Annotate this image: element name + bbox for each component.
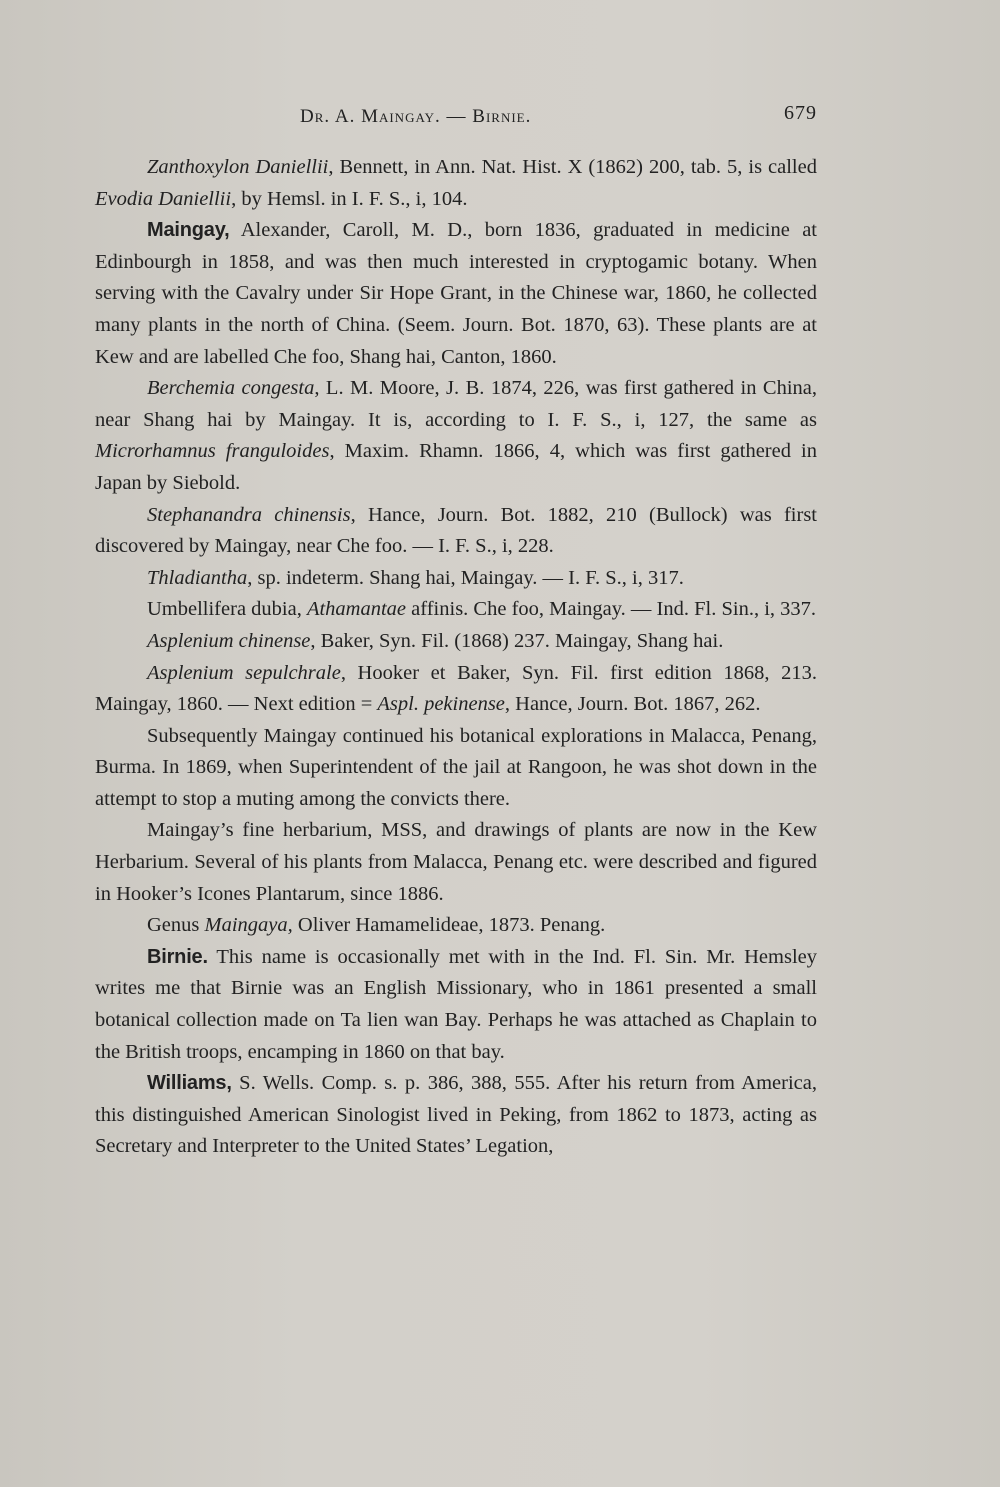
taxon-name: Evodia Daniellii — [95, 187, 232, 210]
paragraph-berchemia — [95, 373, 817, 499]
paragraph-text: , Bennett, in Ann. Nat. Hist. X (1862) 200, tab. 5, is called — [328, 156, 817, 178]
paragraph-text: Umbellifera dubia, — [147, 598, 307, 621]
paragraph-text: , Maxim. Rhamn. 1866, 4, which was first gathered in Japan by Siebold. — [95, 440, 817, 494]
paragraph-stephanandra — [95, 500, 817, 563]
taxon-name: Athamantae — [306, 598, 407, 621]
paragraph-text: S. Wells. Comp. s. p. 386, 388, 555. After his return from America, this distinguished American Sinologist lived in Peking, from 1862 to 1873, acting as Secretary and Interpreter to the United States’ Legation, — [95, 1072, 817, 1158]
paragraph-text: , L. M. Moore, J. B. 1874, 226, was first gathered in China, near Shang hai by Maingay. It is, according to I. F. S., i, 127, the same as — [95, 377, 817, 431]
paragraph-subsequently — [95, 721, 817, 816]
taxon-name: Thladiantha — [147, 566, 248, 589]
entry-heading: Williams, — [147, 1072, 232, 1095]
entry-heading: Maingay, — [147, 219, 230, 242]
running-head-title: Dr. A. Maingay. — Birnie. — [300, 106, 532, 127]
taxon-name: Zanthoxylon Daniellii — [147, 156, 329, 178]
taxon-name: Aspl. pekinense — [377, 693, 505, 716]
paragraph-text: , by Hemsl. in I. F. S., i, 104. — [231, 187, 468, 210]
paragraph-text: Genus — [147, 914, 205, 937]
entry-williams — [95, 1068, 817, 1163]
paragraph-herbarium — [95, 815, 817, 910]
paragraph-text: Oliver Hamamelideae, 1873. Penang. — [292, 914, 606, 937]
paragraph-genus — [95, 910, 817, 942]
paragraph-text: This name is occasionally met with in the Ind. Fl. Sin. Mr. Hemsley writes me that Birnie was an English Missionary, who in 1861 presented a small botanical collection made on Ta lien wan Bay. Perhaps he was attached as Chaplain to the British troops, encamping in 1860 on that bay. — [95, 945, 817, 1063]
entry-birnie — [95, 942, 817, 1068]
paragraph-text: Subsequently Maingay continued his botanical explorations in Malacca, Penang, Burma. In 1869, when Superintendent of the jail at Rangoon, he was shot down in the attempt to stop a muting among the convicts there. — [95, 724, 817, 810]
paragraph-text: , Hooker et Baker, Syn. Fil. first edition 1868, 213. Maingay, 1860. — Next edition = — [95, 661, 817, 716]
taxon-name: Stephanandra chinensis — [147, 503, 351, 526]
paragraph-asplenium-chinense — [95, 626, 817, 658]
entry-maingay — [95, 215, 817, 373]
paragraph-text: , Baker, Syn. Fil. (1868) 237. Maingay, Shang hai. — [310, 629, 724, 652]
paragraph-text: Maingay’s fine herbarium, MSS, and drawings of plants are now in the Kew Herbarium. Several of his plants from Malacca, Penang etc. were described and figured in Hooker’s Icones Plantarum, since 1886. — [95, 819, 817, 905]
paragraph-asplenium-sepulchrale — [95, 658, 817, 721]
running-head — [95, 100, 817, 130]
paragraph-text: affinis. Che foo, Maingay. — Ind. Fl. Sin., i, 337. — [406, 598, 817, 621]
paragraph-thladiantha — [95, 563, 817, 595]
paragraph-text: , sp. indeterm. Shang hai, Maingay. — I. F. S., i, 317. — [247, 566, 684, 589]
taxon-name: Berchemia congesta — [147, 377, 315, 400]
paragraph-text: , Hance, Journ. Bot. 1867, 262. — [504, 693, 761, 716]
page-number: 679 — [784, 102, 817, 124]
page-content — [95, 100, 817, 1163]
taxon-name: Asplenium chinense — [147, 629, 311, 652]
taxon-name: Microrhamnus franguloides — [95, 440, 330, 463]
paragraph-umbellifera — [95, 594, 817, 626]
taxon-name: Asplenium sepulchrale — [147, 661, 341, 684]
entry-heading: Birnie. — [147, 945, 208, 968]
paragraph-text: Alexander, Caroll, M. D., born 1836, graduated in medicine at Edinbourgh in 1858, and was then much interested in cryptogamic botany. When serving with the Cavalry under Sir Hope Grant, in the Chinese war, 1860, he collected many plants in the north of China. (Seem. Journ. Bot. 1870, 63). These plants are at Kew and are labelled Che foo, Shang hai, Canton, 1860. — [95, 219, 817, 368]
paragraph-text: , Hance, Journ. Bot. 1882, 210 (Bullock) was first discovered by Maingay, near Che foo. — I. F. S., i, 228. — [95, 503, 817, 558]
paragraph-zanthoxylon — [95, 152, 817, 215]
taxon-name: Maingaya, — [204, 914, 293, 937]
